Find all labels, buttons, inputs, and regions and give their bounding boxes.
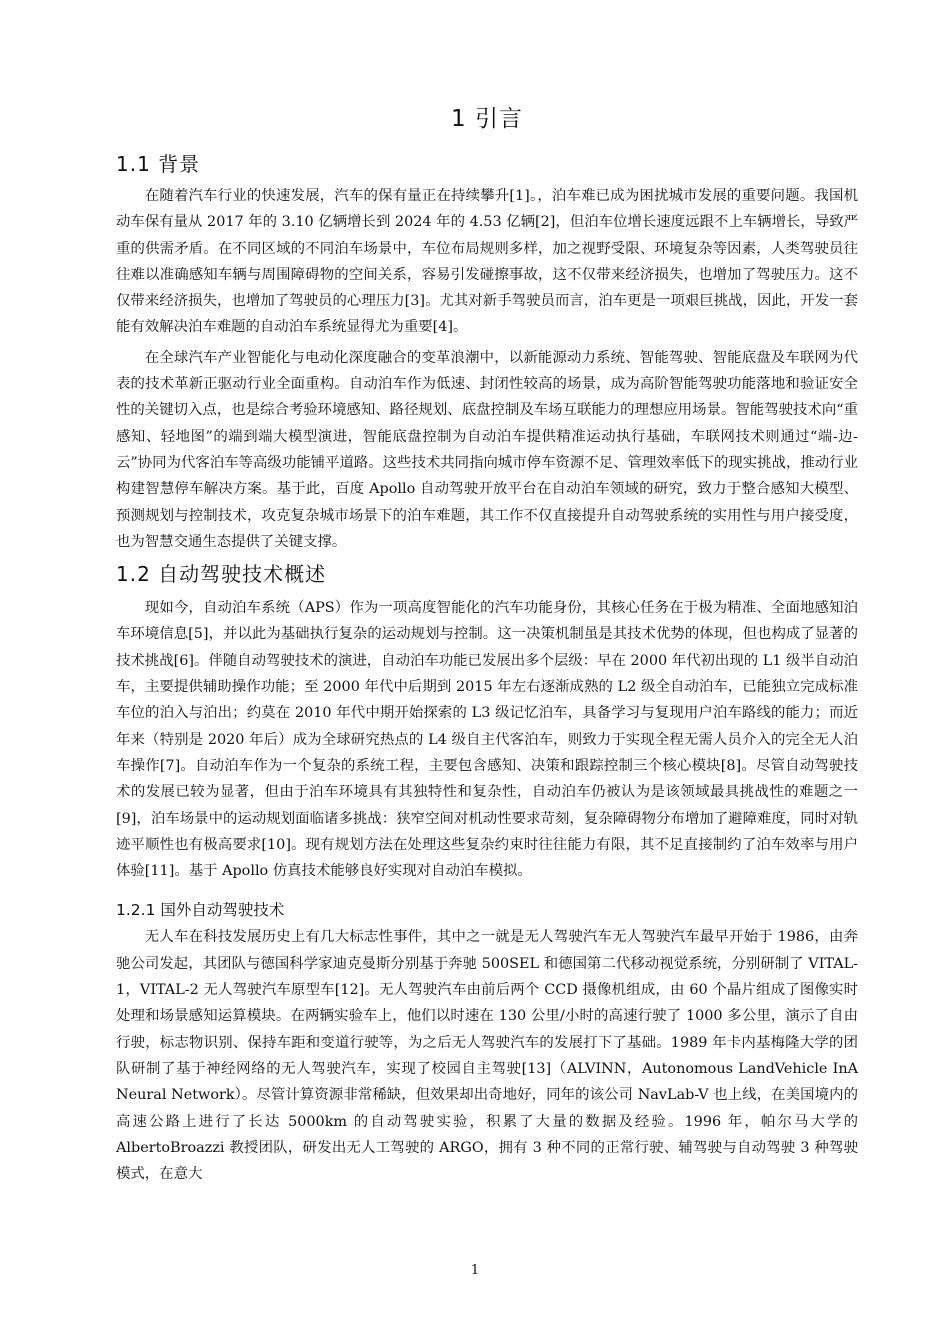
subsection-heading-foreign-technology: 1.2.1 国外自动驾驶技术 (116, 901, 285, 920)
page-number: 1 (470, 1263, 480, 1278)
paragraph-overview-1: 现如今，自动泊车系统（APS）作为一项高度智能化的汽车功能身份，其核心任务在于极为精准、全面地感知泊车环境信息[5]，并以此为基础执行复杂的运动规划与控制。这一决策机制虽是其技术优势的体现，但也构成了显著的技术挑战[6]。伴随自动驾驶技术的演进，自动泊车功能已发展出多个层级：早在 2000 年代初出现的 L1 级半自动泊车，主要提供辅助操作功能；至 2000 年代中后期到 2015 年左右逐渐成熟的 L2 级全自动泊车，已能独立完成标准车位的泊入与泊出；约莫在 2010 年代中期开始探索的 L3 级记忆泊车，具备学习与复现用户泊车路线的能力；而近年来（特别是 2020 年后）成为全球研究热点的 L4 级自主代客泊车，则致力于实现全程无需人员介入的完全无人泊车操作[7]。自动泊车作为一个复杂的系统工程，主要包含感知、决策和跟踪控制三个核心模块[8]。尽管自动驾驶技术的发展已较为显著，但由于泊车环境具有其独特性和复杂性，自动泊车仍被认为是该领域最具挑战性的难题之一[9]，泊车场景中的运动规划面临诸多挑战：狭窄空间对机动性要求苛刻，复杂障碍物分布增加了避障难度，同时对轨迹平顺性也有极高要求[10]。现有规划方法在处理这些复杂约束时往往能力有限，其不足直接制约了泊车效率与用户体验[11]。基于 Apollo 仿真技术能够良好实现对自动泊车模拟。 (116, 600, 858, 880)
paragraph-background-2: 在全球汽车产业智能化与电动化深度融合的变革浪潮中，以新能源动力系统、智能驾驶、智能底盘及车联网为代表的技术革新正驱动行业全面重构。自动泊车作为低速、封闭性较高的场景，成为高阶智能驾驶功能落地和验证安全性的关键切入点，也是综合考验环境感知、路径规划、底盘控制及车场互联能力的理想应用场景。智能驾驶技术向“重感知、轻地图”的端到端大模型演进，智能底盘控制为自动泊车提供精准运动执行基础，车联网技术则通过“端-边-云”协同为代客泊车等高级功能铺平道路。这些技术共同指向城市停车资源不足、管理效率低下的现实挑战，推动行业构建智慧停车解决方案。基于此，百度 Apollo 自动驾驶开放平台在自动泊车领域的研究，致力于整合感知大模型、预测规划与控制技术，攻克复杂城市场景下的泊车难题，其工作不仅直接提升自动驾驶系统的实用性与用户接受度，也为智慧交通生态提供了关键支撑。 (116, 349, 858, 550)
paragraph-foreign-technology-1: 无人车在科技发展历史上有几大标志性事件，其中之一就是无人驾驶汽车无人驾驶汽车最早开始于 1986，由奔驰公司发起，其团队与德国科学家迪克曼斯分别基于奔驰 500SEL 和德国第二代移动视觉系统，分别研制了 VITAL-1，VITAL-2 无人驾驶汽车原型车[12]。无人驾驶汽车由前后两个 CCD 摄像机组成，由 60 个晶片组成了图像实时处理和场景感知运算模块。在两辆实验车上，他们以时速在 130 公里/小时的高速行驶了 1000 多公里，演示了自由行驶，标志物识别、保持车距和变道行驶等，为之后无人驾驶汽车的发展打下了基础。1989 年卡内基梅隆大学的团队研制了基于神经网络的无人驾驶汽车，实现了校园自主驾驶[13]（ALVINN，Autonomous LandVehicle InA Neural Network）。尽管计算资源非常稀缺，但效果却出奇地好，同年的该公司 NavLab-V 也上线，在美国境内的高速公路上进行了长达 5000km 的自动驾驶实验，积累了大量的数据及经验。1996 年，帕尔马大学的 AlbertoBroazzi 教授团队，研发出无人工驾驶的 ARGO，拥有 3 种不同的正常行驶、辅驾驶与自动驾驶 3 种驾驶模式，在意大 (116, 929, 858, 1183)
chapter-heading: 1 引言 (451, 106, 523, 132)
section-heading-background: 1.1 背景 (116, 152, 201, 176)
paragraph-background-1: 在随着汽车行业的快速发展，汽车的保有量正在持续攀升[1]。，泊车难已成为困扰城市发展的重要问题。我国机动车保有量从 2017 年的 3.10 亿辆增长到 2024 年的 4.53 亿辆[2]，但泊车位增长速度远跟不上车辆增长，导致严重的供需矛盾。在不同区域的不同泊车场景中，车位布局规则多样，加之视野受限、环境复杂等因素，人类驾驶员往往难以准确感知车辆与周围障碍物的空间关系，容易引发碰擦事故，这不仅带来经济损失，也增加了驾驶压力。这不仅带来经济损失，也增加了驾驶员的心理压力[3]。尤其对新手驾驶员而言，泊车更是一项艰巨挑战，因此，开发一套能有效解决泊车难题的自动泊车系统显得尤为重要[4]。 (116, 188, 858, 336)
page-content (116, 100, 858, 1187)
section-heading-autonomous-driving-overview: 1.2 自动驾驶技术概述 (116, 562, 327, 587)
